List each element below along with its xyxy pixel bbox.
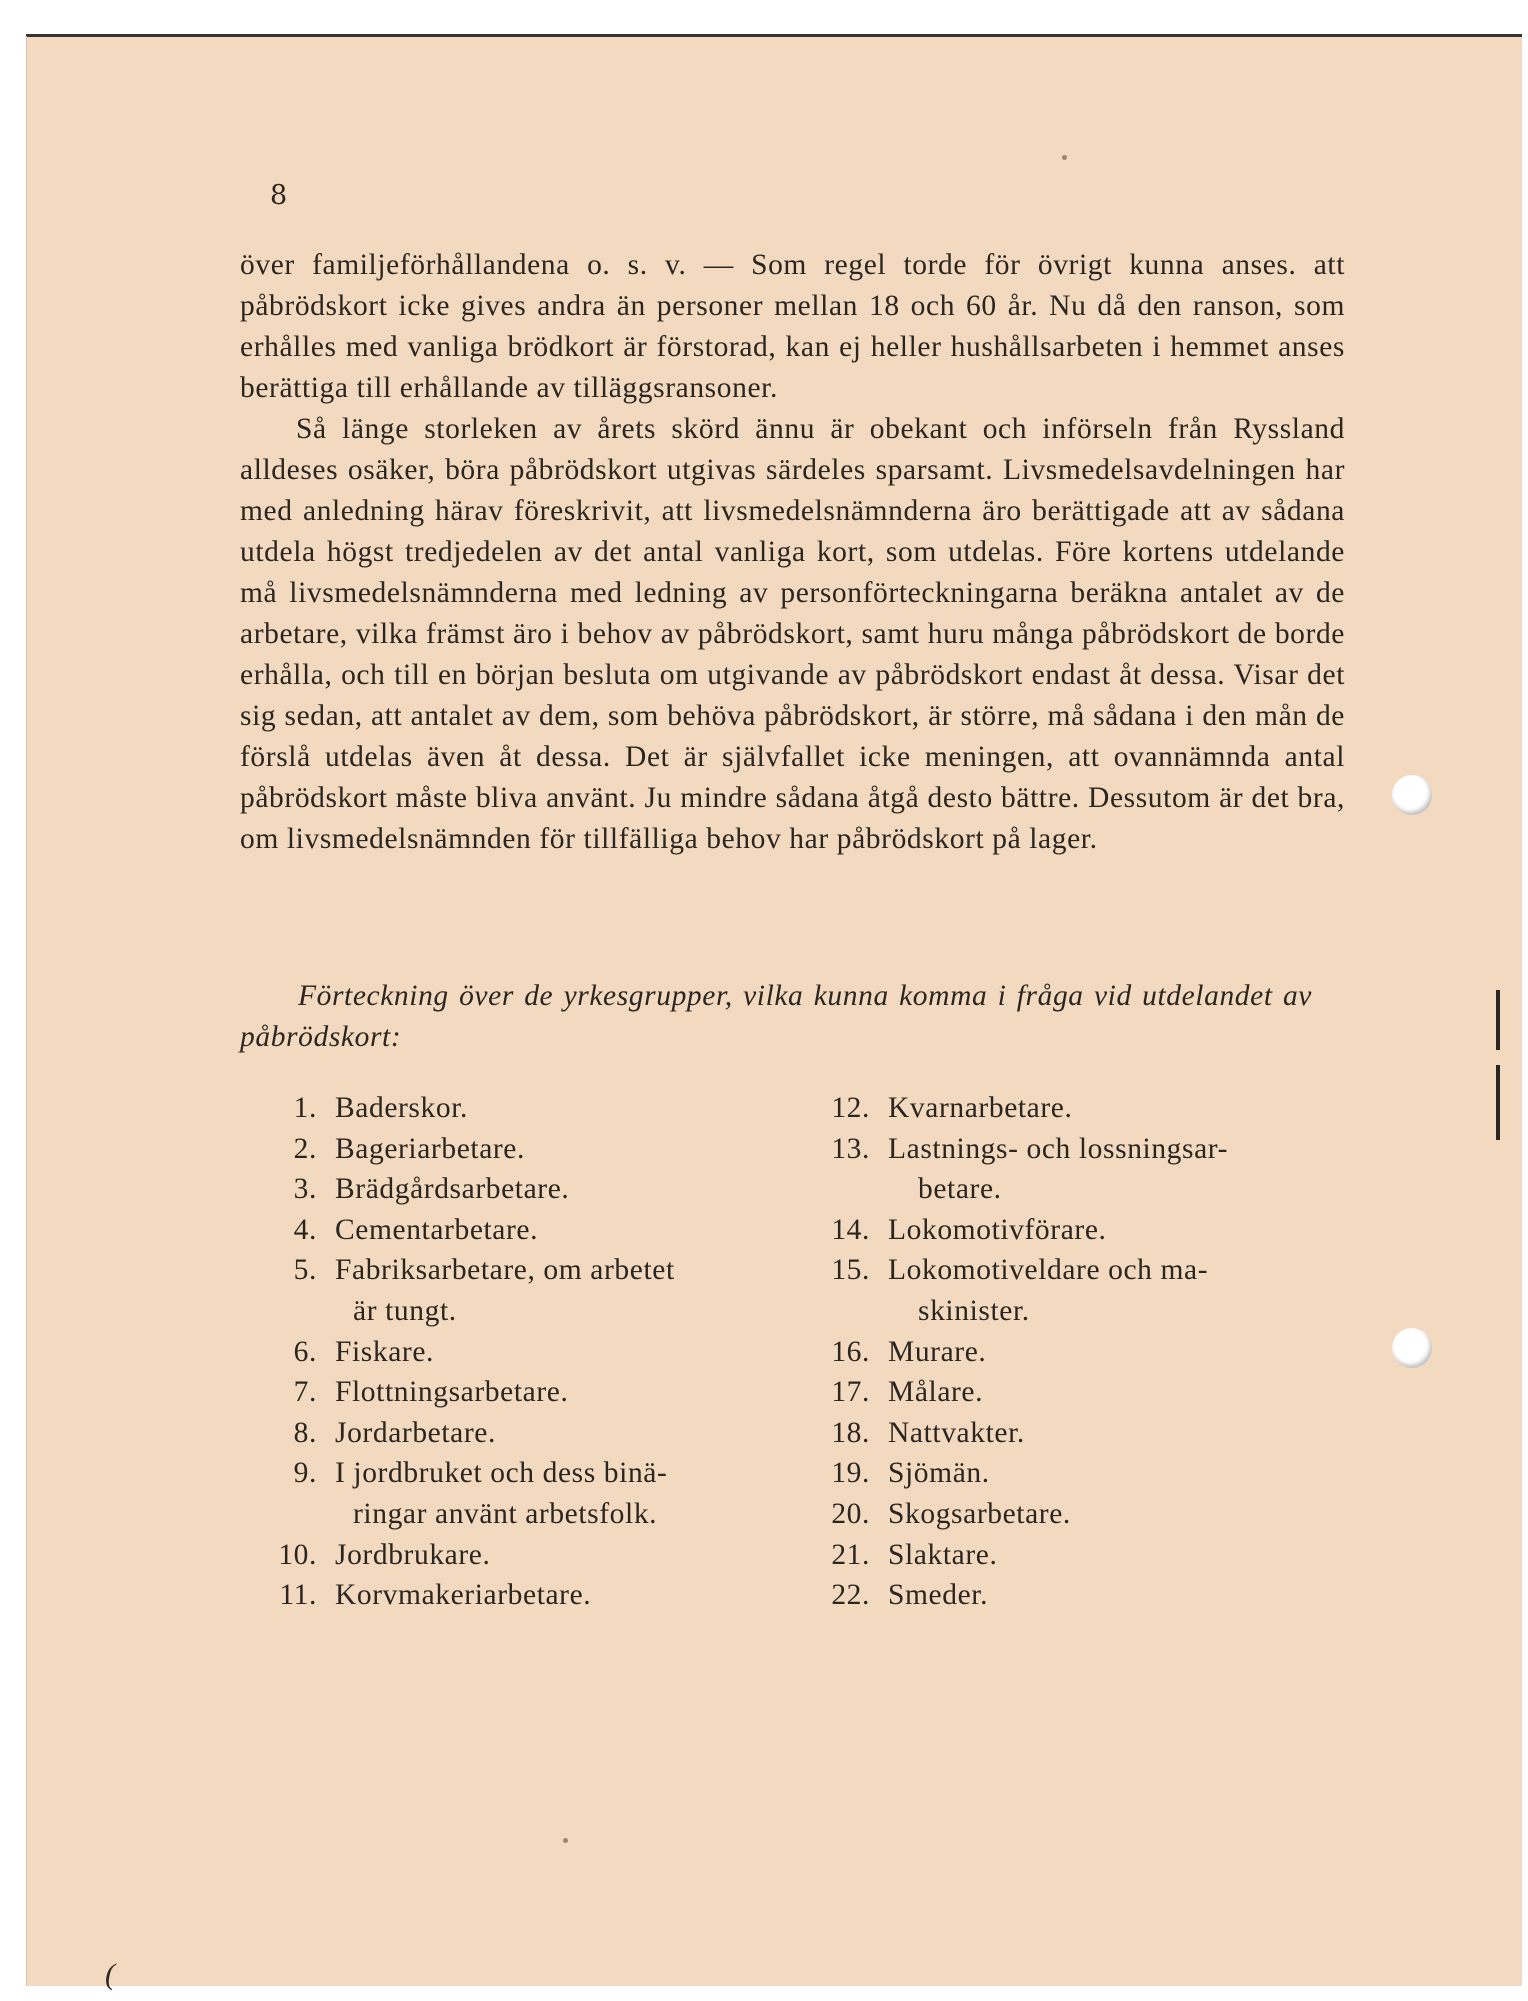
binder-mark [1496, 990, 1500, 1050]
list-item: 1. Baderskor. [293, 1092, 468, 1124]
list-item: 6. Fiskare. [293, 1335, 435, 1368]
page-number: 8 [270, 180, 289, 211]
list-item: 20. Skogsarbetare. [831, 1497, 1071, 1530]
stray-mark: ( [105, 1958, 115, 1991]
list-item: 17. Målare. [831, 1376, 984, 1409]
list-item: 19. Sjömän. [831, 1457, 990, 1490]
paper-speck [1062, 155, 1067, 160]
list-item: 22. Smeder. [831, 1579, 989, 1612]
punch-hole-icon [1392, 775, 1432, 815]
page-edge-line [26, 36, 27, 1986]
list-item: 18. Nattvakter. [831, 1416, 1025, 1449]
binder-mark [1496, 1065, 1500, 1140]
list-item: 2. Bageriarbetare. [293, 1132, 525, 1165]
body-text [240, 245, 1345, 860]
list-item: 8. Jordarbetare. [293, 1416, 496, 1449]
list-item: 21. Slaktare. [831, 1538, 998, 1571]
paper-speck [563, 1838, 568, 1843]
punch-hole-icon [1392, 1328, 1432, 1368]
list-item: 10. Jordbrukare. [278, 1538, 491, 1571]
list-item: 4. Cementarbetare. [293, 1213, 539, 1246]
list-item: 15. Lokomotiveldare och ma- skinister. [831, 1254, 1209, 1327]
list-item: 3. Brädgårdsarbetare. [293, 1173, 570, 1206]
paragraph-2: Så länge storleken av årets skörd ännu är obekant och införseln från Ryssland alldeses osäker, böra påbrödskort utgivas särdeles sparsamt. Livsmedelsavdelningen har med anledning härav föreskrivit, att livsmedelsnämnderna äro berättigade att av sådana utdela högst tredjedelen av det antal vanliga kort, som utdelas. Före kortens utdelande må livsmedelsnämnderna med ledning av personförteckningarna beräkna antalet av de arbetare, vilka främst äro i behov av påbrödskort, samt huru många påbrödskort de borde erhålla, och till en början besluta om utgivande av påbrödskort endast åt dessa. Visar det sig sedan, att antalet av dem, som behöva påbrödskort, är större, må sådana i den mån de förslå utdelas även åt dessa. Det är självfallet icke meningen, att ovannämnda antal påbrödskort måste bliva använt. Ju mindre sådana åtgå desto bättre. Dessutom är det bra, om livsmedelsnämnden för tillfälliga behov har påbrödskort på lager. [240, 413, 1345, 855]
list-item: 11. Korvmakeriarbetare. [279, 1579, 592, 1612]
list-item: 7. Flottningsarbetare. [293, 1376, 569, 1409]
list-item: 9. I jordbruket och dess binä- ringar använt arbetsfolk. [293, 1457, 668, 1530]
list-intro: Förteckning över de yrkesgrupper, vilka kunna komma i fråga vid utdelandet av påbrödskort: [240, 980, 1312, 1053]
list-item: 16. Murare. [831, 1335, 987, 1368]
list-item: 5. Fabriksarbetare, om arbetet är tungt. [293, 1254, 675, 1327]
list-item: 12. Kvarnarbetare. [831, 1092, 1073, 1124]
list-item: 14. Lokomotivförare. [831, 1213, 1107, 1246]
occupation-list-right [818, 1088, 1348, 1616]
occupation-list-left [265, 1088, 785, 1616]
list-item: 13. Lastnings- och lossningsar- betare. [831, 1132, 1229, 1206]
paragraph-1: över familjeförhållandena o. s. v. — Som regel torde för övrigt kunna anses. att påbrödskort icke gives andra än personer mellan 18 och 60 år. Nu då den ranson, som erhålles med vanliga brödkort är förstorad, kan ej heller hushållsarbeten i hemmet anses berättiga till erhållande av tilläggsransoner. [240, 249, 1345, 404]
